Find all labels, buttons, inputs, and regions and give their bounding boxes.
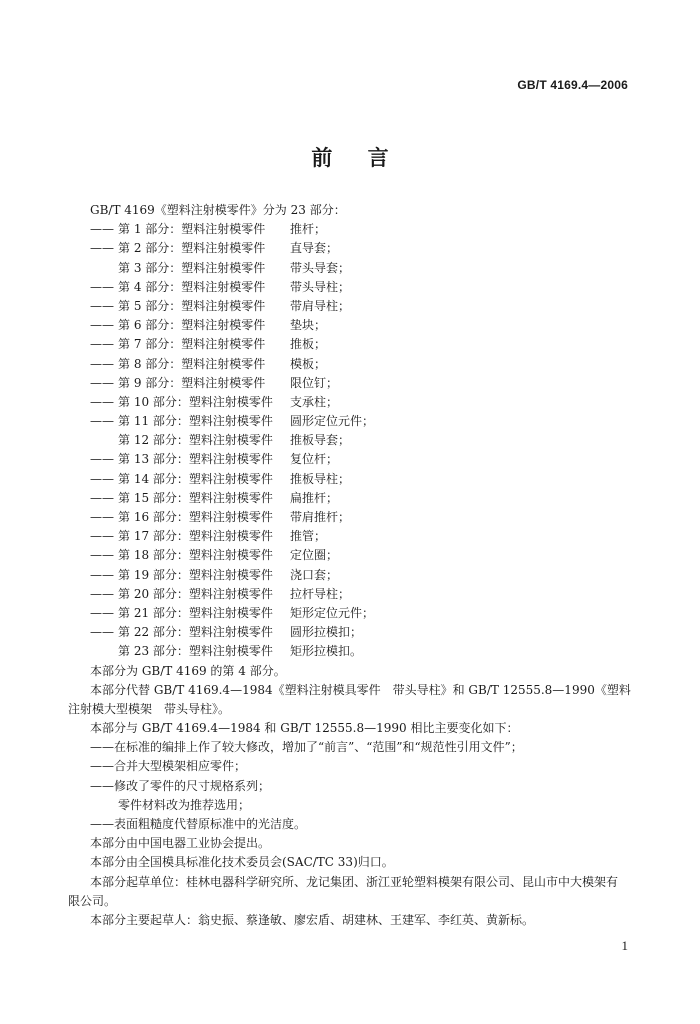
list-dash: —— — [90, 586, 114, 601]
part-name: 带头导套； — [290, 260, 351, 275]
part-list-item — [68, 431, 632, 450]
change-item: ——修改了零件的尺寸规格系列； — [90, 778, 271, 793]
part-list-item — [68, 450, 632, 469]
part-name: 模板； — [290, 356, 327, 371]
list-dash: —— — [90, 567, 114, 582]
replaces-line-1: 本部分代替 GB/T 4169.4—1984《塑料注射模具零件 带头导柱》和 GB/T 12555.8—1990《塑料 — [90, 682, 631, 697]
list-dash: —— — [90, 279, 114, 294]
part-list-item — [68, 335, 632, 354]
part-label: 第 6 部分：塑料注射模零件 — [118, 318, 266, 333]
change-item: ——合并大型模架相应零件； — [90, 759, 247, 774]
part-list-item — [68, 508, 632, 527]
list-dash: —— — [90, 394, 114, 409]
part-list-item — [68, 374, 632, 393]
list-dash: —— — [90, 375, 114, 390]
part-list-item — [68, 297, 632, 316]
part-label: 第 4 部分：塑料注射模零件 — [118, 279, 266, 294]
list-dash: —— — [90, 548, 114, 563]
list-dash: —— — [90, 605, 114, 620]
part-name: 带肩推杆； — [290, 510, 351, 524]
list-dash: —— — [90, 625, 114, 640]
change-item: 零件材料改为推荐选用； — [118, 797, 251, 812]
part-label: 第 16 部分：塑料注射模零件 — [118, 510, 273, 524]
part-list-item — [68, 316, 632, 335]
part-list-item — [68, 239, 632, 258]
part-list-item — [68, 566, 632, 585]
part-list-item — [68, 393, 632, 412]
part-list-item — [68, 470, 632, 489]
part-label: 第 15 部分：塑料注射模零件 — [118, 490, 273, 505]
part-label: 第 18 部分：塑料注射模零件 — [118, 548, 273, 563]
part-label: 第 3 部分：塑料注射模零件 — [118, 260, 266, 275]
proposed-line: 本部分由中国电器工业协会提出。 — [90, 836, 271, 851]
part-label: 第 10 部分：塑料注射模零件 — [118, 394, 273, 409]
part-name: 拉杆导柱； — [290, 586, 351, 601]
part-list-item — [68, 278, 632, 297]
part-label: 第 13 部分：塑料注射模零件 — [118, 452, 273, 467]
part-name: 矩形定位元件； — [290, 605, 375, 620]
part-label: 第 21 部分：塑料注射模零件 — [118, 605, 273, 620]
part-name: 定位圈； — [290, 548, 339, 563]
part-label: 第 23 部分：塑料注射模零件 — [118, 644, 273, 659]
drafting-line-1: 本部分起草单位：桂林电器科学研究所、龙记集团、浙江亚轮塑料模架有限公司、昆山市中大模架有 — [90, 874, 619, 889]
centralized-line: 本部分由全国模具标准化技术委员会(SAC/TC 33)归口。 — [90, 855, 394, 870]
part-list-item — [68, 604, 632, 623]
part-label: 第 1 部分：塑料注射模零件 — [118, 222, 266, 237]
part-of-line: 本部分为 GB/T 4169 的第 4 部分。 — [90, 663, 286, 678]
part-label: 第 12 部分：塑料注射模零件 — [118, 433, 273, 448]
parts-list — [68, 220, 632, 661]
list-dash: —— — [90, 222, 114, 237]
part-name: 浇口套； — [290, 567, 339, 582]
part-label: 第 11 部分：塑料注射模零件 — [118, 414, 273, 429]
standard-number: GB/T 4169.4—2006 — [517, 78, 628, 92]
page-title: 前 言 — [311, 146, 389, 170]
part-name: 圆形定位元件； — [290, 414, 375, 429]
part-list-item — [68, 623, 632, 642]
list-dash: —— — [90, 298, 114, 313]
drafters-line: 本部分主要起草人：翁史振、蔡逢敏、廖宏盾、胡建林、王建军、李红英、黄新标。 — [90, 912, 535, 927]
part-list-item — [68, 527, 632, 546]
part-label: 第 20 部分：塑料注射模零件 — [118, 586, 273, 601]
part-label: 第 9 部分：塑料注射模零件 — [118, 375, 266, 390]
list-dash: —— — [90, 490, 114, 505]
part-label: 第 2 部分：塑料注射模零件 — [118, 241, 266, 256]
part-name: 推板； — [290, 337, 327, 352]
part-label: 第 7 部分：塑料注射模零件 — [118, 337, 266, 352]
list-dash: —— — [90, 414, 114, 429]
change-item: ——表面粗糙度代替原标准中的光洁度。 — [90, 817, 307, 831]
part-name: 复位杆； — [290, 452, 339, 467]
part-name: 矩形拉模扣。 — [290, 644, 363, 659]
list-dash: —— — [90, 318, 114, 333]
part-name: 限位钉； — [290, 375, 339, 390]
part-name: 扁推杆； — [290, 490, 339, 505]
list-dash: —— — [90, 337, 114, 352]
part-label: 第 22 部分：塑料注射模零件 — [118, 625, 273, 640]
part-name: 推杆； — [290, 222, 327, 237]
page-number: 1 — [621, 938, 628, 953]
part-label: 第 5 部分：塑料注射模零件 — [118, 298, 266, 313]
list-dash: —— — [90, 510, 114, 524]
document-body — [68, 201, 632, 930]
list-dash: —— — [90, 471, 114, 486]
change-item: ——在标准的编排上作了较大修改，增加了“前言”、“范围”和“规范性引用文件”； — [90, 740, 523, 755]
part-name: 带头导柱； — [290, 279, 351, 294]
part-name: 带肩导柱； — [290, 298, 351, 313]
part-list-item — [68, 546, 632, 565]
part-list-item — [68, 642, 632, 661]
part-list-item — [68, 355, 632, 374]
part-name: 直导套； — [290, 241, 339, 256]
changes-intro: 本部分与 GB/T 4169.4—1984 和 GB/T 12555.8—1990 相比主要变化如下： — [90, 721, 519, 736]
part-name: 推板导柱； — [290, 471, 351, 486]
part-list-item — [68, 412, 632, 431]
part-name: 垫块； — [290, 318, 327, 333]
part-list-item — [68, 489, 632, 508]
part-list-item — [68, 220, 632, 239]
part-name: 支承柱； — [290, 394, 339, 409]
intro-line: GB/T 4169《塑料注射模零件》分为 23 部分： — [90, 203, 346, 217]
list-dash: —— — [90, 356, 114, 371]
list-dash: —— — [90, 529, 114, 544]
part-name: 圆形拉模扣； — [290, 625, 363, 640]
part-list-item — [68, 259, 632, 278]
list-dash: —— — [90, 452, 114, 467]
part-list-item — [68, 585, 632, 604]
drafting-line-2: 限公司。 — [68, 893, 117, 908]
part-name: 推板导套； — [290, 433, 351, 448]
part-label: 第 8 部分：塑料注射模零件 — [118, 356, 266, 371]
replaces-line-2: 注射模大型模架 带头导柱》。 — [68, 701, 231, 716]
part-label: 第 14 部分：塑料注射模零件 — [118, 471, 273, 486]
part-name: 推管； — [290, 529, 327, 544]
part-label: 第 17 部分：塑料注射模零件 — [118, 529, 273, 544]
list-dash: —— — [90, 241, 114, 256]
part-label: 第 19 部分：塑料注射模零件 — [118, 567, 273, 582]
